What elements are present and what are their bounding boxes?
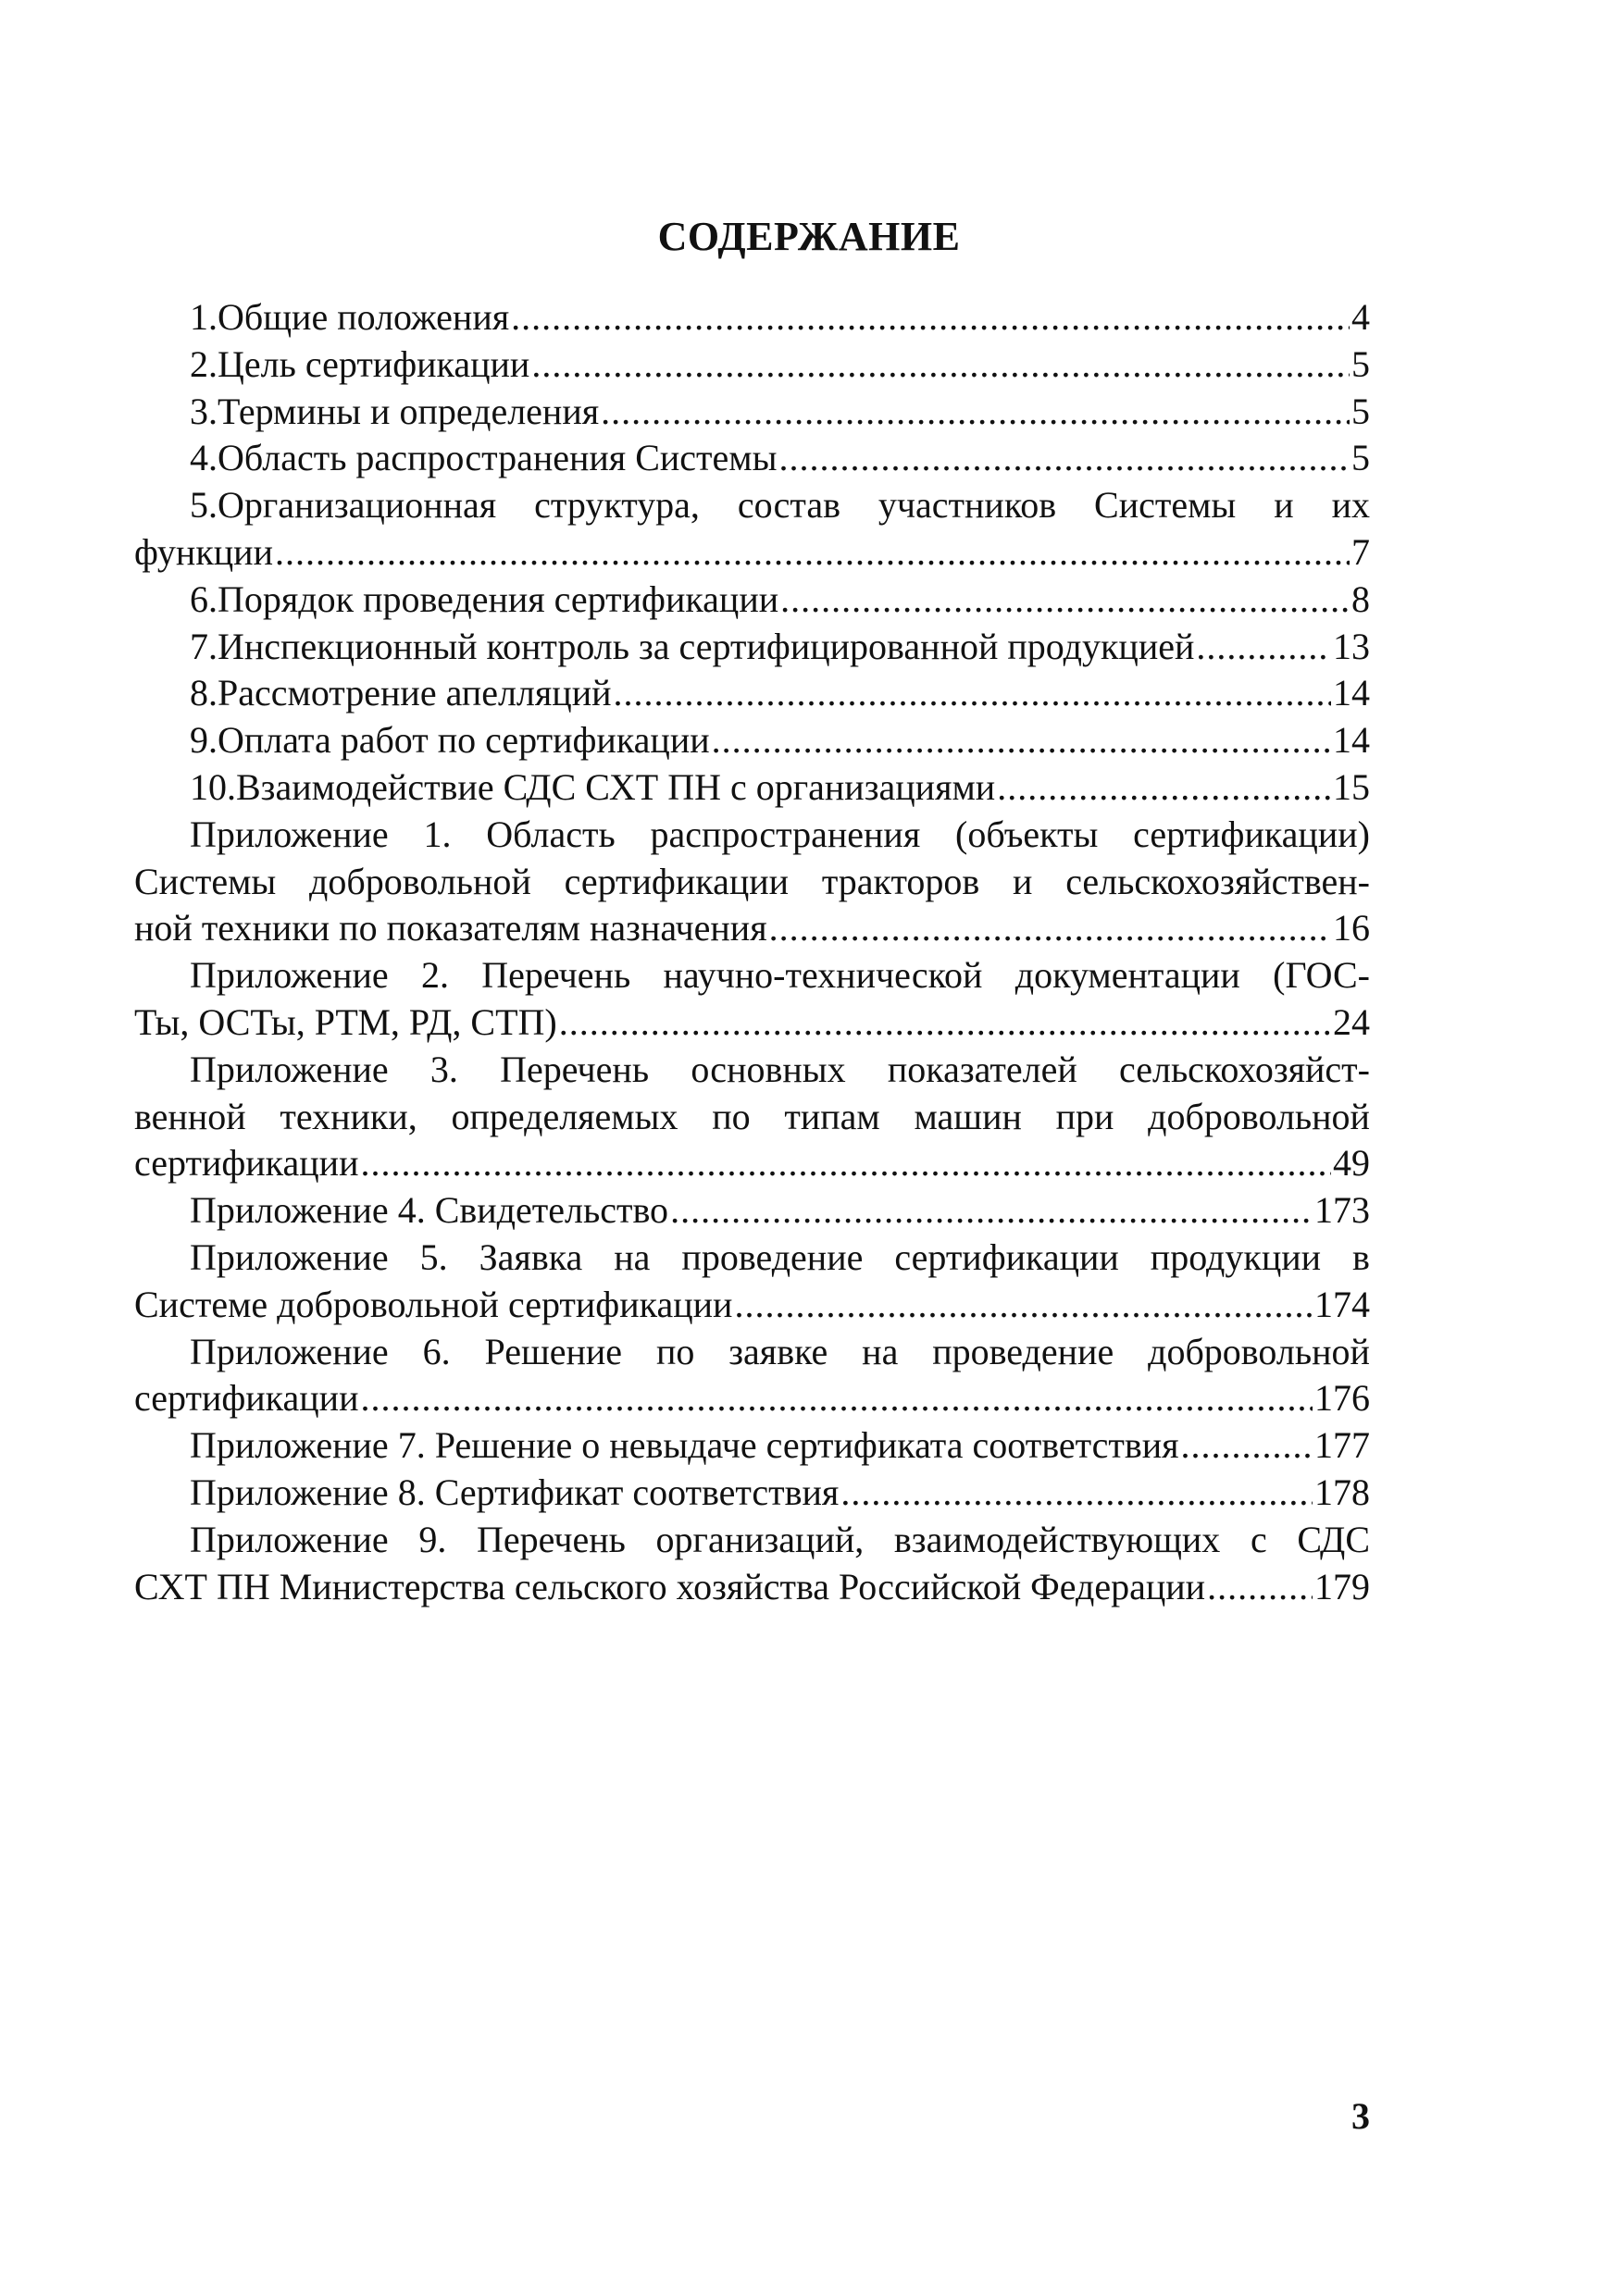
toc-entry [134, 764, 1370, 812]
toc-entry-title: Системе добровольной сертификации [134, 1283, 733, 1325]
toc-entry-title: сертификации [134, 1377, 359, 1420]
toc-dot-leader [1196, 624, 1331, 671]
toc-entry-title: 1.Общие положения [190, 296, 510, 338]
toc-entry-page: 14 [1333, 672, 1370, 714]
toc-entry-page: 16 [1333, 907, 1370, 949]
toc-entry-page: 4 [1351, 296, 1370, 338]
toc-dot-leader [360, 1375, 1313, 1422]
toc-entry-title: 8.Рассмотрение апелляций [190, 672, 612, 714]
toc-entry-last-line [134, 999, 1370, 1047]
toc-dot-leader [559, 999, 1331, 1047]
toc-entry-last-line [134, 764, 1370, 812]
toc-entry-page: 179 [1314, 1565, 1370, 1607]
toc-title: СОДЕРЖАНИЕ [657, 214, 961, 259]
toc-dot-leader [601, 389, 1350, 436]
toc-entry-page: 49 [1333, 1142, 1370, 1185]
toc-entry [134, 1422, 1370, 1470]
toc-entry-last-line [134, 389, 1370, 436]
toc-entry [134, 435, 1370, 482]
toc-entry [134, 341, 1370, 389]
toc-entry [134, 294, 1370, 341]
toc-entry-page: 7 [1351, 530, 1370, 573]
toc-entry-last-line [134, 294, 1370, 341]
toc-dot-leader [997, 764, 1331, 812]
toc-entry-last-line [134, 577, 1370, 624]
toc-entry-page: 177 [1314, 1424, 1370, 1467]
toc-entry-title: Приложение 7. Решение о невыдаче сертификата соответствия [190, 1424, 1179, 1467]
toc-entry [134, 1329, 1370, 1423]
toc-entry-last-line [134, 1187, 1370, 1235]
toc-entry-last-line [134, 1140, 1370, 1187]
toc-entry-page: 24 [1333, 1000, 1370, 1043]
toc-entry-title: Приложение 4. Свидетельство [190, 1189, 669, 1232]
toc-entry-page: 5 [1351, 342, 1370, 385]
toc-entry-page: 13 [1333, 625, 1370, 667]
toc-dot-leader [614, 670, 1331, 717]
toc-dot-leader [531, 341, 1350, 389]
toc-dot-leader [1207, 1564, 1313, 1611]
toc-entry-line: Приложение 3. Перечень основных показателей сельскохозяйст- [190, 1048, 1370, 1090]
toc-entry [134, 389, 1370, 436]
toc-dot-leader [769, 905, 1331, 952]
toc-entry-title: сертификации [134, 1142, 359, 1185]
toc-entry-page: 176 [1314, 1377, 1370, 1420]
toc-entry-line: Приложение 5. Заявка на проведение сертификации продукции в [190, 1235, 1370, 1278]
toc-entry [134, 670, 1370, 717]
toc-entry-line: 5.Организационная структура, состав участников Системы и их [190, 484, 1370, 527]
toc-entry-title: 6.Порядок проведения сертификации [190, 577, 779, 620]
toc-entry-title: Приложение 8. Сертификат соответствия [190, 1471, 840, 1513]
toc-entry-line: Приложение 2. Перечень научно-технической документации (ГОС- [190, 954, 1370, 997]
toc-entry-last-line [134, 1564, 1370, 1611]
toc-dot-leader [840, 1470, 1313, 1517]
toc-entry-last-line [134, 529, 1370, 577]
toc-entry-page: 5 [1351, 390, 1370, 432]
toc-dot-leader [712, 717, 1331, 764]
toc-entry-title: 4.Область распространения Системы [190, 437, 778, 479]
toc-entry-last-line [134, 670, 1370, 717]
toc-entry [134, 482, 1370, 577]
toc-dot-leader [360, 1140, 1331, 1187]
toc-entry-last-line [134, 1470, 1370, 1517]
toc-entry-title: 7.Инспекционный контроль за сертифицированной продукцией [190, 625, 1195, 667]
toc-entry-last-line [134, 1282, 1370, 1329]
toc-dot-leader [511, 294, 1350, 341]
toc-entry-title: ной техники по показателям назначения [134, 907, 767, 949]
toc-entry [134, 952, 1370, 1047]
toc-entry-last-line [134, 717, 1370, 764]
toc-dot-leader [780, 577, 1350, 624]
toc-entry [134, 1187, 1370, 1235]
toc-entry-page: 173 [1314, 1189, 1370, 1232]
toc-entry-last-line [134, 1422, 1370, 1470]
toc-entry-last-line [134, 341, 1370, 389]
toc-entry-title: Ты, ОСТы, РТМ, РД, СТП) [134, 1000, 557, 1043]
toc-entry-last-line [134, 435, 1370, 482]
toc-entry-page: 15 [1333, 765, 1370, 808]
toc-entry-title: функции [134, 530, 273, 573]
toc-entry [134, 717, 1370, 764]
toc-entry [134, 1470, 1370, 1517]
toc-entry-page: 178 [1314, 1471, 1370, 1513]
toc-dot-leader [275, 529, 1350, 577]
toc-entry [134, 624, 1370, 671]
toc-entry [134, 812, 1370, 952]
toc-entry-page: 174 [1314, 1283, 1370, 1325]
toc-entry-title: 2.Цель сертификации [190, 342, 530, 385]
toc-entry [134, 1517, 1370, 1611]
toc-entry-title: 3.Термины и определения [190, 390, 600, 432]
toc-entry-page: 8 [1351, 577, 1370, 620]
toc-entry-line: Приложение 6. Решение по заявке на проведение добровольной [190, 1330, 1370, 1372]
toc-entry-page: 5 [1351, 437, 1370, 479]
toc-entry-page: 14 [1333, 719, 1370, 762]
toc-entry-title: СХТ ПН Министерства сельского хозяйства Российской Федерации [134, 1565, 1206, 1607]
page-number: 3 [1351, 2095, 1370, 2137]
toc-dot-leader [1181, 1422, 1313, 1470]
toc-dot-leader [734, 1282, 1313, 1329]
toc-entry-title: 10.Взаимодействие СДС СХТ ПН с организациями [190, 765, 996, 808]
toc-entry-title: 9.Оплата работ по сертификации [190, 719, 710, 762]
toc-entry [134, 1047, 1370, 1187]
toc-entry-line: венной техники, определяемых по типам машин при добровольной [134, 1095, 1370, 1137]
toc-entry [134, 1235, 1370, 1329]
toc-entry-last-line [134, 1375, 1370, 1422]
toc-entry-last-line [134, 905, 1370, 952]
toc-entry-last-line [134, 624, 1370, 671]
toc-entry-line: Приложение 9. Перечень организаций, взаимодействующих с СДС [190, 1518, 1370, 1560]
toc-entry [134, 577, 1370, 624]
toc-entry-line: Приложение 1. Область распространения (объекты сертификации) [190, 813, 1370, 855]
table-of-contents [134, 294, 1370, 1610]
toc-dot-leader [670, 1187, 1313, 1235]
toc-entry-line: Системы добровольной сертификации тракторов и сельскохозяйствен- [134, 860, 1370, 902]
toc-dot-leader [778, 435, 1350, 482]
